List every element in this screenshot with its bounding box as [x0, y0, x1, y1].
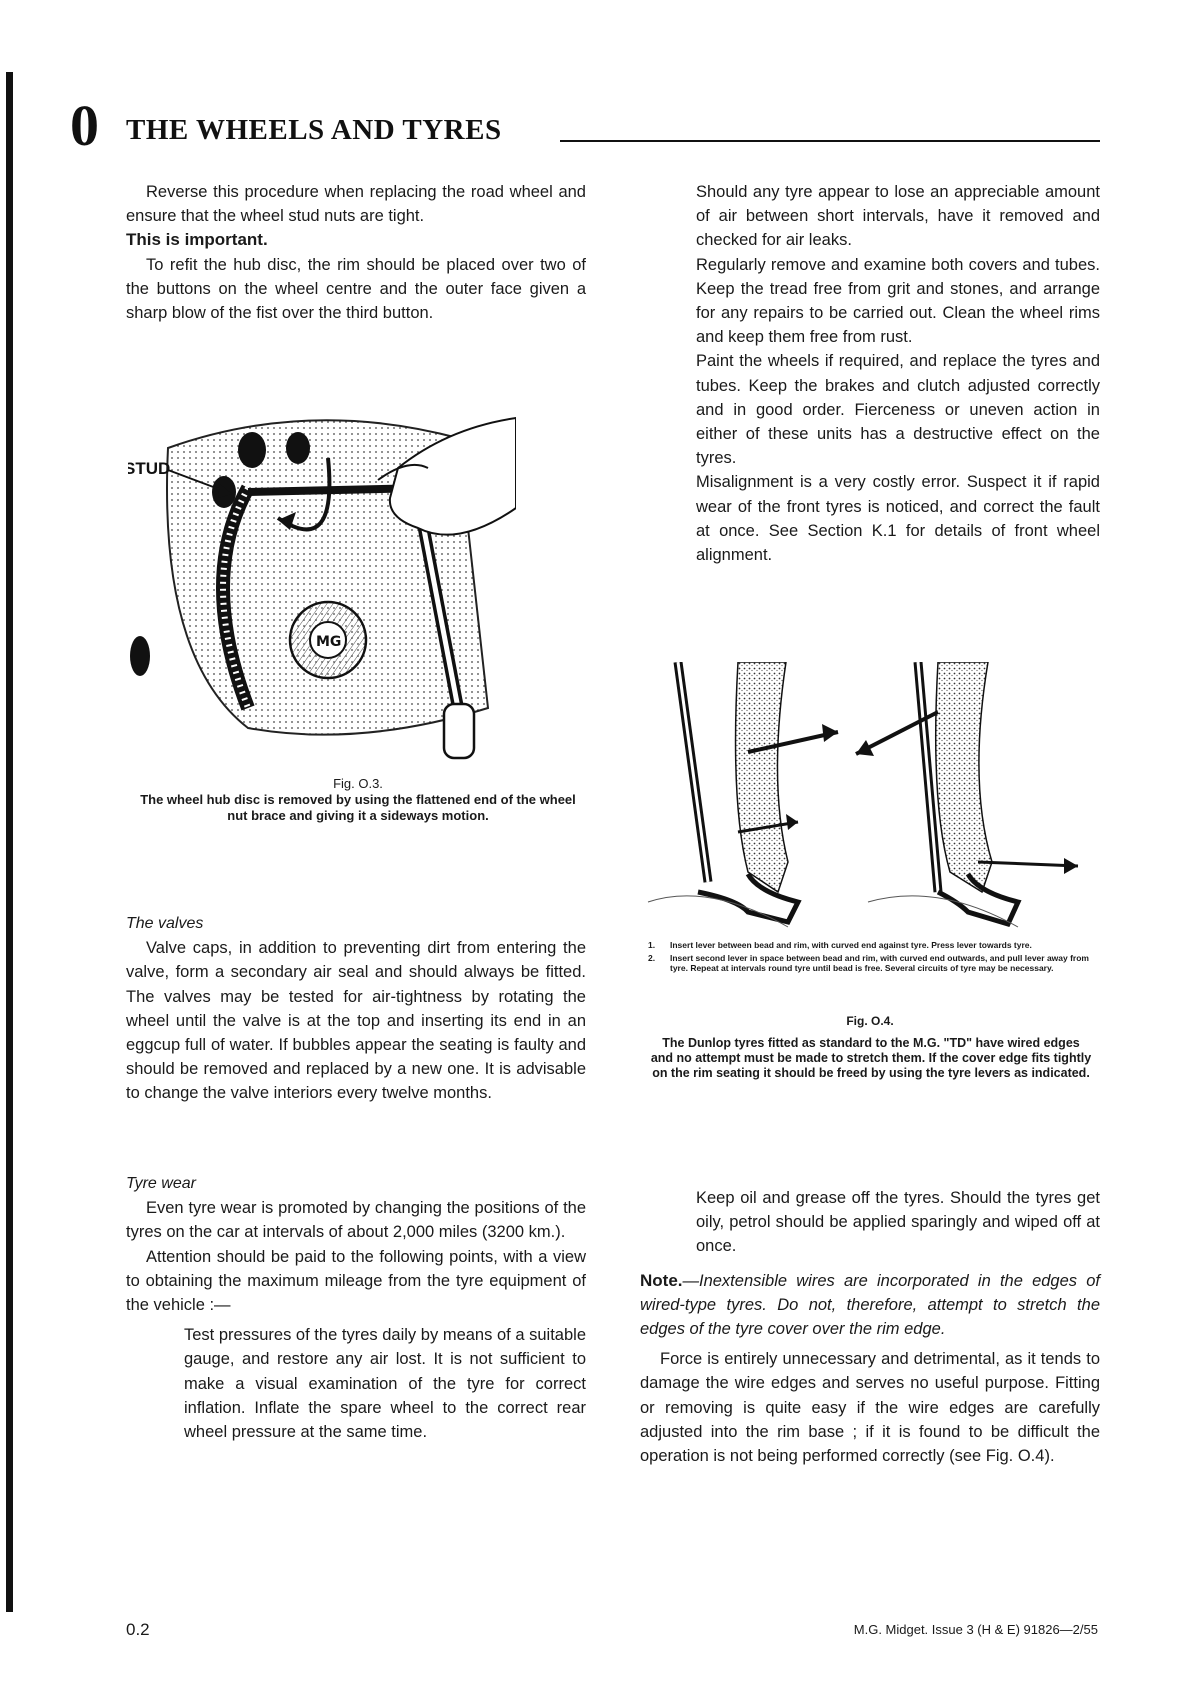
step-2 — [648, 953, 1096, 973]
step-2-text: Insert second lever in space between bead and rim, with curved end outwards, and pull lever away from tyre. Repeat at intervals round tyre until bead is free. Several circuits of tyre may be necessary. — [670, 953, 1089, 973]
header-rule — [560, 140, 1100, 142]
svg-text:MG: MG — [316, 634, 342, 650]
figure-o3-illustration — [128, 408, 516, 768]
note-paragraph — [640, 1269, 1100, 1342]
figure-o4-caption: The Dunlop tyres fitted as standard to the M.G. "TD" have wired edges and no attempt must be made to stretch them. If the cover edge fits tightly on the rim seating it should be freed by using the tyre levers as indicated. — [650, 1036, 1092, 1080]
figure-o3-caption-text: The wheel hub disc is removed by using the flattened end of the wheel nut brace and giving it a sideways motion. — [140, 792, 576, 823]
right-column-upper — [696, 180, 1100, 567]
figure-o4-steps — [648, 940, 1096, 976]
valves-heading: The valves — [126, 915, 204, 932]
oil-grease-paragraph: Keep oil and grease off the tyres. Should the tyres get oily, petrol should be applied sparingly and wiped off at once. — [696, 1189, 1100, 1256]
valves-paragraph: Valve caps, in addition to preventing dirt from entering the valve, form a secondary air seal and should always be fitted. The valves may be tested for air-tightness by rotating the wheel until the valve is at the top and inserting its end in an eggcup full of water. If bubbles appear the seating is faulty and should be removed and replaced by a new one. It is advisable to change the valve interiors every twelve months. — [126, 939, 586, 1103]
page-edge-bar — [6, 72, 13, 1612]
figure-o3-caption — [138, 776, 578, 824]
section-letter: 0 — [70, 93, 99, 158]
examine-paragraph: Regularly remove and examine both covers and tubes. Keep the tread free from grit and stones, and arrange for any repairs to be carried out. Clean the wheel rims and keep them free from rust. — [696, 255, 1100, 347]
air-loss-paragraph: Should any tyre appear to lose an appreciable amount of air between short intervals, have it removed and checked for air leaks. — [696, 183, 1100, 250]
refit-paragraph — [126, 180, 586, 228]
tyre-wear-paragraph-3: Test pressures of the tyres daily by means of a suitable gauge, and restore any air lost. It is not sufficient to make a visual examination of the tyre for correct inflation. Inflate the spare wheel to the correct rear wheel pressure at the same time. — [184, 1326, 586, 1442]
note-text: —Inextensible wires are incorporated in the edges of wired-type tyres. Do not, therefore, attempt to stretch the edges of the tyre cover over the rim edge. — [640, 1271, 1100, 1339]
refit-text: Reverse this procedure when replacing the road wheel and ensure that the wheel stud nuts are tight. — [126, 183, 586, 226]
hub-disc-paragraph: To refit the hub disc, the rim should be placed over two of the buttons on the wheel centre and the outer face given a sharp blow of the fist over the third button. — [126, 255, 586, 323]
step-1-text: Insert lever between bead and rim, with curved end against tyre. Press lever towards tyre. — [670, 940, 1032, 950]
paint-paragraph: Paint the wheels if required, and replace the tyres and tubes. Keep the brakes and clutch adjusted correctly and in good order. Fierceness or uneven action in either of these units has a destructive effect on the tyres. — [696, 352, 1100, 468]
section-header — [70, 93, 1100, 158]
figure-o3-number: Fig. O.3. — [333, 776, 383, 791]
valves-section — [126, 912, 586, 1106]
misalignment-paragraph: Misalignment is a very costly error. Suspect it if rapid wear of the front tyres is noticed, and correct the fault at once. See Section K.1 for details of front wheel alignment. — [696, 473, 1100, 565]
left-column-upper — [126, 180, 586, 325]
step-2-number: 2. — [648, 953, 656, 963]
figure-o4-number: Fig. O.4. — [846, 1014, 894, 1028]
step-1 — [648, 940, 1096, 950]
force-paragraph: Force is entirely unnecessary and detrimental, as it tends to damage the wire edges and serves no useful purpose. Fitting or removing is quite easy if the wire edges are carefully adjusted into the rim base ; if it is found to be difficult the operation is not being performed correctly (see Fig. O.4). — [640, 1350, 1100, 1466]
wheel-hub-drawing — [128, 408, 516, 768]
page-number: 0.2 — [126, 1620, 150, 1639]
tyre-lever-drawing — [638, 662, 1098, 940]
tyre-wear-heading: Tyre wear — [126, 1175, 196, 1192]
important-note: This is important. — [126, 230, 268, 250]
stud-label: STUD — [128, 459, 171, 478]
tyre-wear-section — [126, 1172, 586, 1444]
section-title: THE WHEELS AND TYRES — [126, 114, 502, 146]
publication-info: M.G. Midget. Issue 3 (H & E) 91826—2/55 — [853, 1622, 1098, 1637]
note-label: Note. — [640, 1270, 683, 1290]
step-1-number: 1. — [648, 940, 656, 950]
tyre-wear-paragraph-1: Even tyre wear is promoted by changing the positions of the tyres on the car at intervals of about 2,000 miles (3200 km.). — [126, 1199, 586, 1242]
right-column-lower — [640, 1186, 1100, 1468]
tyre-wear-paragraph-2: Attention should be paid to the following points, with a view to obtaining the maximum mileage from the tyre equipment of the vehicle :— — [126, 1247, 586, 1315]
figure-o4-illustration — [638, 662, 1098, 940]
